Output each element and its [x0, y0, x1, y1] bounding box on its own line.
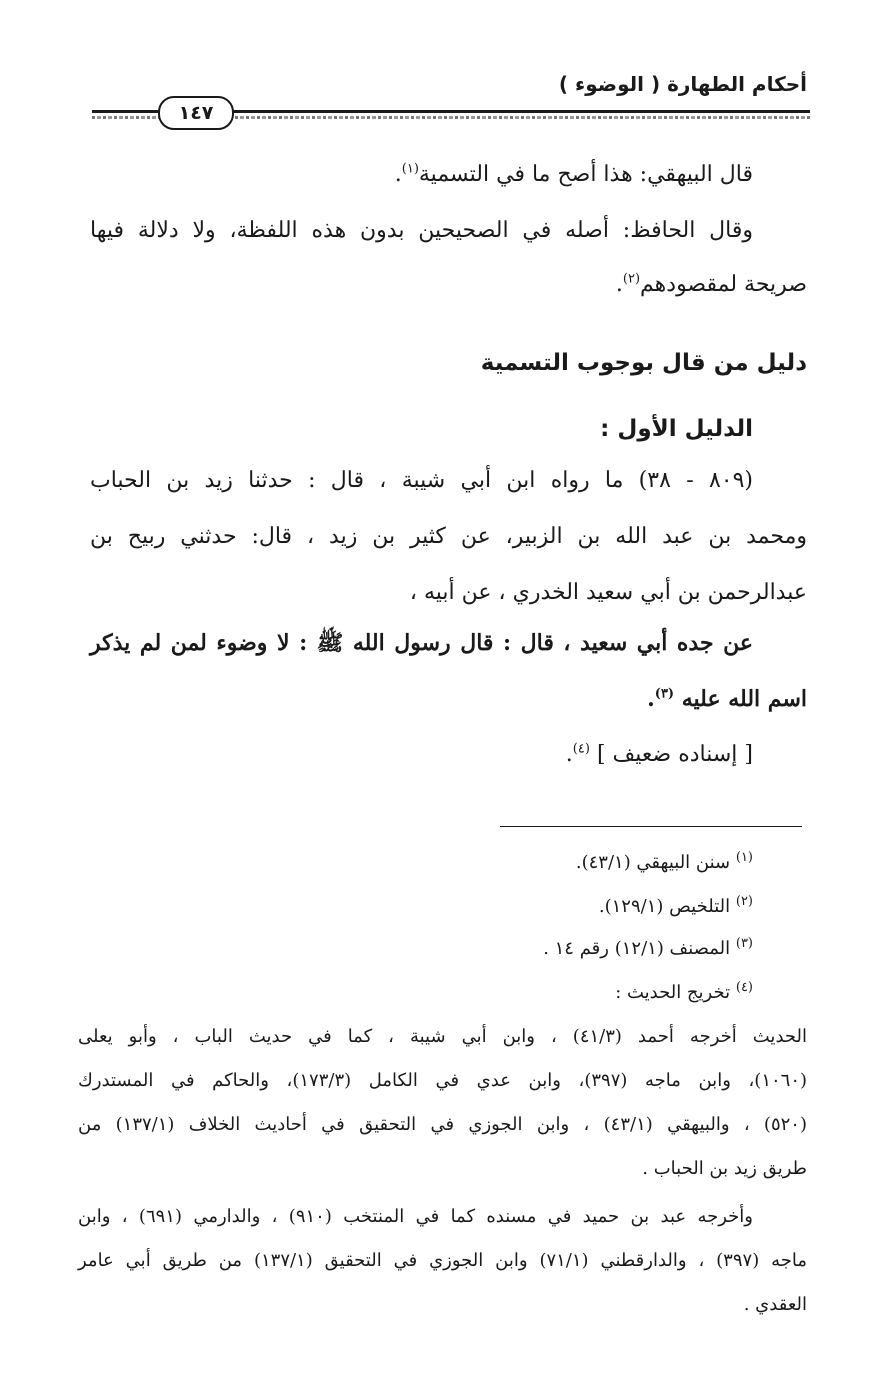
running-title: أحكام الطهارة ( الوضوء ) [558, 72, 807, 96]
body-text: قال البيهقي: هذا أصح ما في التسمية [418, 162, 753, 187]
footnote-ref: (٤) [572, 741, 590, 757]
body-text: . [615, 272, 623, 297]
body-text: . [647, 686, 655, 712]
footnote-para-1-line-4: طريق زيد بن الحباب . [642, 1158, 807, 1179]
footnote-1 [576, 850, 753, 876]
hadith-text: اسم الله عليه [681, 686, 807, 712]
footnote-separator [500, 826, 802, 827]
footnote-3 [543, 936, 753, 962]
footnote-text: تخريج الحديث : [615, 982, 731, 1003]
footnote-ref: (٣) [654, 686, 675, 702]
isnad-grade [566, 740, 753, 770]
body-text: . [565, 742, 573, 767]
footnote-text: سنن البيهقي (٤٣/١). [575, 852, 731, 873]
body-line-1 [395, 160, 753, 190]
body-line-2: وقال الحافظ: أصله في الصحيحين بدون هذه اللفظة، ولا دلالة فيها [90, 218, 753, 243]
footnote-number: (٢) [735, 894, 753, 909]
footnote-number: (٣) [735, 936, 753, 951]
footnote-para-2-line-2: ماجه (٣٩٧) ، والدارقطني (٧١/١) وابن الجوزي في التحقيق (١٣٧/١) من طريق أبي عامر [78, 1250, 807, 1271]
footnote-text: التلخيص (١٢٩/١). [598, 896, 731, 917]
hadith-line-1: عن جده أبي سعيد ، قال : قال رسول الله ﷺ : لا وضوء لمن لم يذكر [90, 630, 753, 656]
hadith-line-2 [647, 684, 807, 714]
body-line-5: ومحمد بن عبد الله بن الزبير، عن كثير بن زيد ، قال: حدثني ربيح بن [90, 524, 807, 549]
body-line-3 [616, 270, 807, 300]
footnote-para-2-line-1: وأخرجه عبد بن حميد في مسنده كما في المنتخب (٩١٠) ، والدارمي (٦٩١) ، وابن [78, 1206, 754, 1227]
footnote-para-1-line-2: (١٠٦٠)، وابن ماجه (٣٩٧)، وابن عدي في الكامل (١٧٣/٣)، والحاكم في المستدرك [78, 1070, 808, 1091]
footnote-para-2-line-3: العقدي . [743, 1294, 807, 1315]
footnote-4 [615, 980, 753, 1006]
body-line-6: عبدالرحمن بن أبي سعيد الخدري ، عن أبيه ، [409, 580, 807, 605]
section-heading: دليل من قال بوجوب التسمية [480, 350, 807, 376]
footnote-para-1-line-3: (٥٢٠) ، والبيهقي (٤٣/١) ، وابن الجوزي في التحقيق في أحاديث الخلاف (١٣٧/١) من [78, 1114, 807, 1135]
footnote-para-1-line-1: الحديث أخرجه أحمد (٤١/٣) ، وابن أبي شيبة ، كما في حديث الباب ، وأبو يعلى [78, 1026, 807, 1047]
footnote-number: (١) [735, 850, 753, 865]
footnote-ref: (٢) [622, 271, 641, 287]
body-text: صريحة لمقصودهم [640, 272, 807, 297]
page-number: ١٤٧ [158, 96, 234, 130]
body-line-4: (٨٠٩ - ٣٨) ما رواه ابن أبي شيبة ، قال : حدثنا زيد بن الحباب [90, 468, 754, 493]
footnote-2 [599, 894, 753, 920]
footnote-text: المصنف (١٢/١) رقم ١٤ . [543, 938, 731, 959]
grade-text: [ إسناده ضعيف ] [596, 742, 753, 767]
footnote-number: (٤) [735, 980, 753, 995]
sub-heading: الدليل الأول : [600, 416, 753, 442]
body-text: . [394, 162, 402, 187]
footnote-ref: (١) [401, 161, 419, 177]
